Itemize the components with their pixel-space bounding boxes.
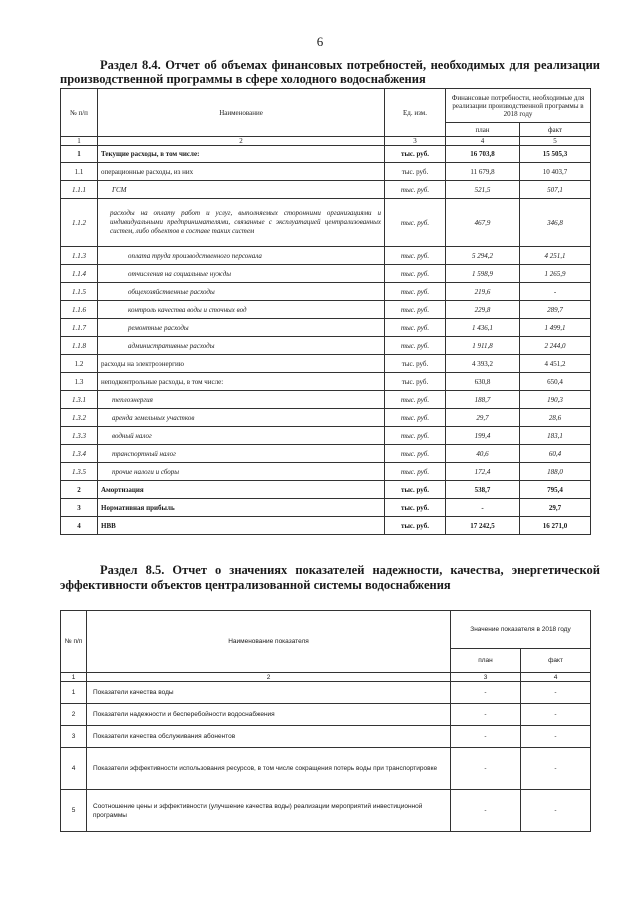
row-name: Показатели надежности и бесперебойности водоснабжения [87,704,451,726]
row-number: 1.1.1 [61,181,98,199]
row-plan: 40,6 [446,445,520,463]
row-unit: тыс. руб. [385,391,446,409]
table-row [61,265,591,283]
row-unit: тыс. руб. [385,481,446,499]
row-fact: 507,1 [520,181,591,199]
row-plan: 188,7 [446,391,520,409]
row-number: 1.1.4 [61,265,98,283]
row-plan: 11 679,8 [446,163,520,181]
row-number: 2 [61,481,98,499]
row-name: контроль качества воды и сточных вод [98,301,385,319]
row-unit: тыс. руб. [385,319,446,337]
row-name: теплоэнергия [98,391,385,409]
table-row [61,427,591,445]
row-unit: тыс. руб. [385,146,446,163]
row-name: ГСМ [98,181,385,199]
row-fact: 795,4 [520,481,591,499]
row-name: Текущие расходы, в том числе: [98,146,385,163]
row-fact: 1 265,9 [520,265,591,283]
row-unit: тыс. руб. [385,499,446,517]
header-fact: факт [520,123,591,137]
row-number: 1 [61,146,98,163]
row-plan: 630,8 [446,373,520,391]
row-fact: - [521,748,591,790]
row-plan: - [451,704,521,726]
row-name: прочие налоги и сборы [98,463,385,481]
row-fact: - [521,790,591,832]
col-number: 3 [451,673,521,682]
row-number: 1.1 [61,163,98,181]
row-unit: тыс. руб. [385,247,446,265]
row-plan: 521,5 [446,181,520,199]
row-fact: - [521,682,591,704]
row-unit: тыс. руб. [385,181,446,199]
row-fact: - [521,704,591,726]
row-name: Амортизация [98,481,385,499]
header-name: Наименование [98,89,385,137]
row-number: 1.3.2 [61,409,98,427]
table-row [61,391,591,409]
row-fact: 183,1 [520,427,591,445]
row-fact: 346,8 [520,199,591,247]
row-plan: 229,8 [446,301,520,319]
row-name: отчисления на социальные нужды [98,265,385,283]
col-number: 2 [98,137,385,146]
row-unit: тыс. руб. [385,199,446,247]
header-value: Значение показателя в 2018 году [451,611,591,649]
row-plan: 16 703,8 [446,146,520,163]
row-number: 5 [61,790,87,832]
row-name: административные расходы [98,337,385,355]
row-number: 1.3.4 [61,445,98,463]
col-number: 2 [87,673,451,682]
row-name: расходы на электроэнергию [98,355,385,373]
row-unit: тыс. руб. [385,283,446,301]
row-plan: 5 294,2 [446,247,520,265]
row-number: 3 [61,499,98,517]
row-plan: - [446,499,520,517]
row-fact: 15 505,3 [520,146,591,163]
table-row [61,682,591,704]
row-number: 1.3.5 [61,463,98,481]
table-row [61,163,591,181]
table-row [61,373,591,391]
table-row [61,704,591,726]
row-number: 4 [61,748,87,790]
header-fact: факт [521,649,591,673]
financial-needs-table [60,88,591,535]
row-plan: 29,7 [446,409,520,427]
header-plan: план [451,649,521,673]
table-row [61,355,591,373]
col-number: 4 [521,673,591,682]
row-number: 1.2 [61,355,98,373]
row-plan: 1 436,1 [446,319,520,337]
row-name: общехозяйственные расходы [98,283,385,301]
table-row [61,790,591,832]
row-name: Соотношение цены и эффективности (улучшение качества воды) реализации мероприятий инвестиционной программы [87,790,451,832]
row-fact: 650,4 [520,373,591,391]
table-row [61,301,591,319]
row-plan: 467,9 [446,199,520,247]
row-unit: тыс. руб. [385,463,446,481]
row-number: 1.1.8 [61,337,98,355]
row-number: 1.1.3 [61,247,98,265]
row-name: НВВ [98,517,385,535]
row-unit: тыс. руб. [385,445,446,463]
row-fact: 289,7 [520,301,591,319]
col-number: 1 [61,673,87,682]
row-number: 1.3.1 [61,391,98,409]
table-row [61,337,591,355]
row-fact: 4 451,2 [520,355,591,373]
row-unit: тыс. руб. [385,427,446,445]
row-fact: 190,3 [520,391,591,409]
row-name: операционные расходы, из них [98,163,385,181]
row-fact: 188,0 [520,463,591,481]
row-unit: тыс. руб. [385,355,446,373]
table-row [61,146,591,163]
table-row [61,726,591,748]
row-name: оплата труда производственного персонала [98,247,385,265]
row-plan: 17 242,5 [446,517,520,535]
section-8-5-title: Раздел 8.5. Отчет о значениях показателей надежности, качества, энергетической эффективности объектов централизованной системы водоснабжения [60,563,600,592]
header-name: Наименование показателя [87,611,451,673]
indicators-table [60,610,591,832]
row-fact: - [520,283,591,301]
row-number: 3 [61,726,87,748]
table-row [61,499,591,517]
row-fact: 2 244,0 [520,337,591,355]
row-number: 4 [61,517,98,535]
table-row [61,481,591,499]
row-name: ремонтные расходы [98,319,385,337]
row-plan: - [451,726,521,748]
row-unit: тыс. руб. [385,409,446,427]
row-number: 2 [61,704,87,726]
row-plan: 4 393,2 [446,355,520,373]
header-unit: Ед. изм. [385,89,446,137]
row-name: Показатели эффективности использования ресурсов, в том числе сокращения потерь воды при транспортировке [87,748,451,790]
header-plan: план [446,123,520,137]
col-number: 5 [520,137,591,146]
row-unit: тыс. руб. [385,373,446,391]
row-name: неподконтрольные расходы, в том числе: [98,373,385,391]
row-plan: - [451,790,521,832]
row-name: Показатели качества обслуживания абонентов [87,726,451,748]
col-number: 1 [61,137,98,146]
row-fact: 4 251,1 [520,247,591,265]
row-name: водный налог [98,427,385,445]
row-plan: 199,4 [446,427,520,445]
row-fact: 1 499,1 [520,319,591,337]
table-row [61,319,591,337]
row-name: расходы на оплату работ и услуг, выполняемых сторонними организациями и индивидуальными предпринимателями, связанные с эксплуатацией централизованных систем, либо объектов в составе таких систем [98,199,385,247]
row-unit: тыс. руб. [385,301,446,319]
table-row [61,748,591,790]
row-plan: - [451,748,521,790]
table-row [61,283,591,301]
row-plan: 219,6 [446,283,520,301]
table-row [61,247,591,265]
row-number: 1.3.3 [61,427,98,445]
header-num: № п/п [61,89,98,137]
row-name: Нормативная прибыль [98,499,385,517]
row-plan: 1 598,9 [446,265,520,283]
row-fact: 10 403,7 [520,163,591,181]
row-plan: 1 911,8 [446,337,520,355]
row-fact: 28,6 [520,409,591,427]
table-row [61,199,591,247]
col-number: 4 [446,137,520,146]
row-plan: 538,7 [446,481,520,499]
table-row [61,445,591,463]
table-row [61,181,591,199]
row-number: 1.1.7 [61,319,98,337]
row-plan: - [451,682,521,704]
row-fact: - [521,726,591,748]
row-unit: тыс. руб. [385,337,446,355]
row-unit: тыс. руб. [385,517,446,535]
page-number: 6 [316,34,324,49]
table-row [61,409,591,427]
col-number: 3 [385,137,446,146]
row-name: аренда земельных участков [98,409,385,427]
row-number: 1.1.2 [61,199,98,247]
header-needs: Финансовые потребности, необходимые для реализации производственной программы в 2018 году [446,89,591,123]
row-number: 1 [61,682,87,704]
row-fact: 60,4 [520,445,591,463]
section-8-4-title: Раздел 8.4. Отчет об объемах финансовых потребностей, необходимых для реализации производственной программы в сфере холодного водоснабжения [60,58,600,86]
header-num: № п/п [61,611,87,673]
row-number: 1.1.5 [61,283,98,301]
row-name: транспортный налог [98,445,385,463]
row-unit: тыс. руб. [385,163,446,181]
row-unit: тыс. руб. [385,265,446,283]
table-row [61,463,591,481]
row-plan: 172,4 [446,463,520,481]
row-fact: 29,7 [520,499,591,517]
row-number: 1.3 [61,373,98,391]
table-row [61,517,591,535]
row-number: 1.1.6 [61,301,98,319]
row-name: Показатели качества воды [87,682,451,704]
row-fact: 16 271,0 [520,517,591,535]
